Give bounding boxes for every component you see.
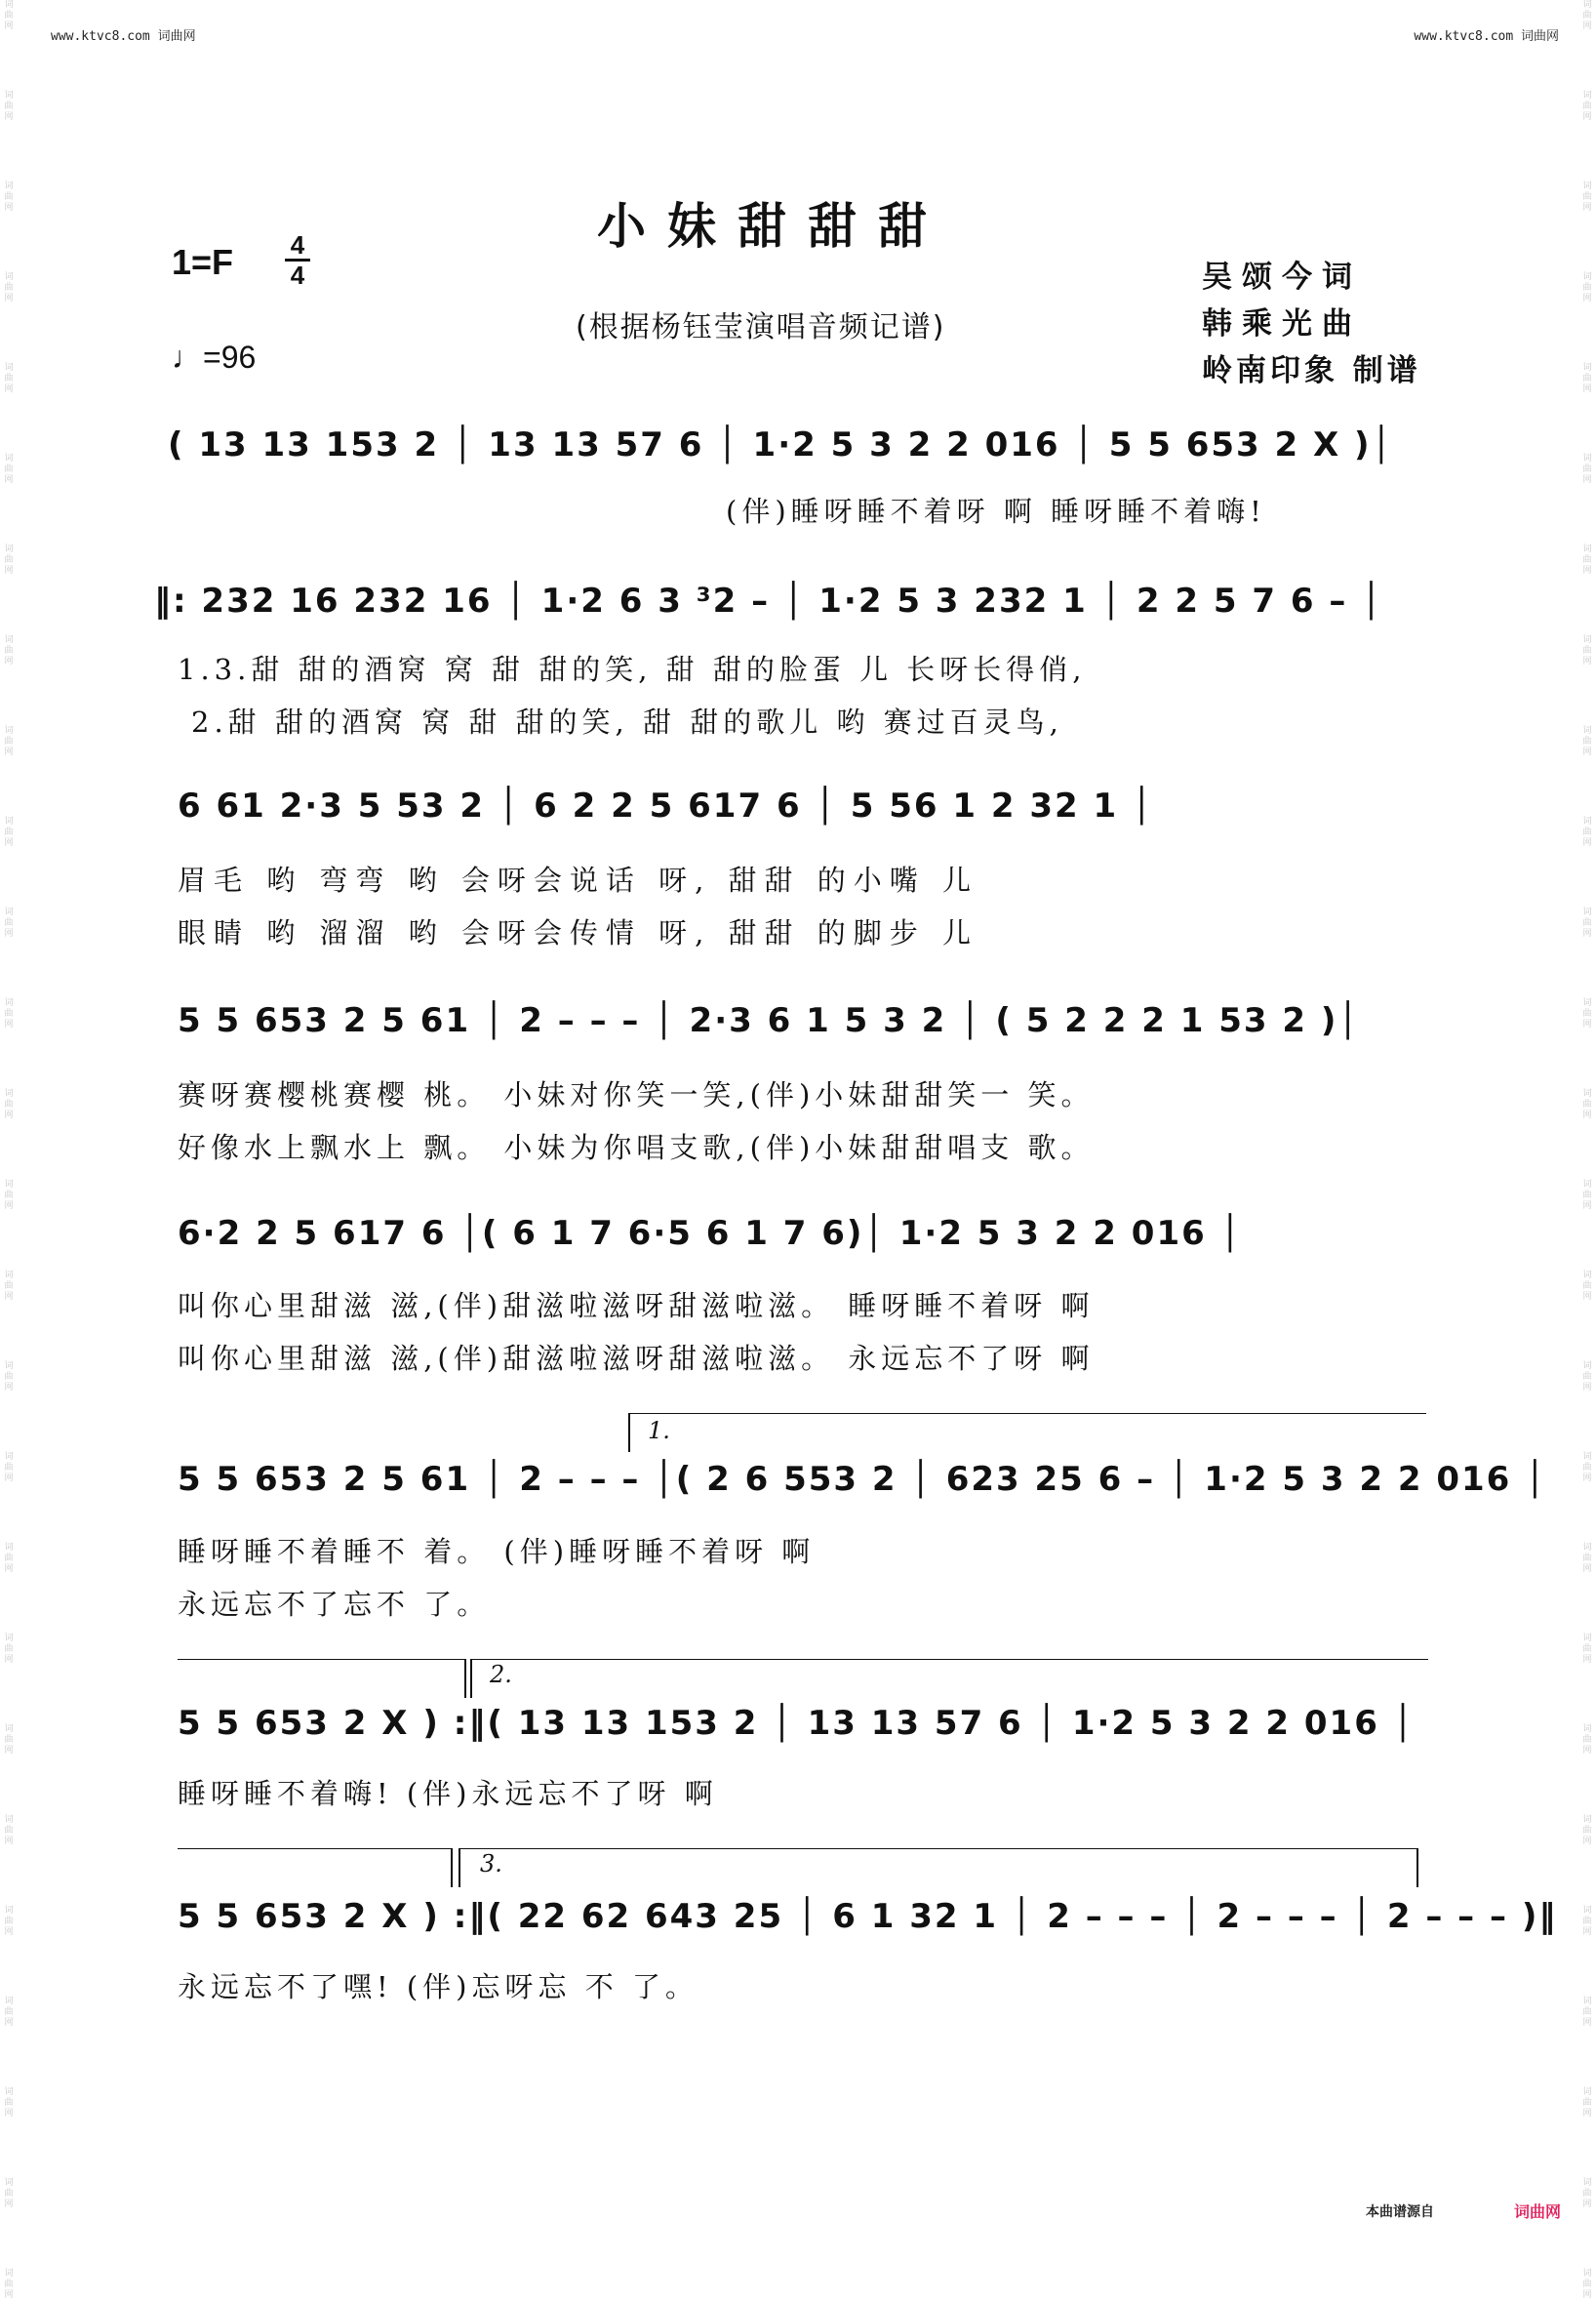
watermark-text: 词 曲 网: [4, 908, 14, 939]
volta-1-label: 1.: [648, 1417, 670, 1444]
watermark-text: 词 曲 网: [4, 545, 14, 576]
watermark-text: 词 曲 网: [1582, 1543, 1592, 1574]
watermark-text: 词 曲 网: [1582, 998, 1592, 1029]
watermark-text: 词 曲 网: [1582, 454, 1592, 485]
watermark-text: 词 曲 网: [1582, 1906, 1592, 1937]
watermark-text: 词 曲 网: [1582, 1452, 1592, 1483]
watermark-text: 词 曲 网: [1582, 635, 1592, 666]
watermark-text: 词 曲 网: [4, 454, 14, 485]
volta-2-bracket-end: [451, 1848, 453, 1887]
watermark-text: 词 曲 网: [4, 1724, 14, 1756]
system-5-lyric-1: 叫你心里甜滋 滋,(伴)甜滋啦滋呀甜滋啦滋。 睡呀睡不着呀 啊: [178, 1289, 1095, 1322]
footer-source-label: 本曲谱源自: [1366, 2204, 1434, 2220]
system-2-lyric-2: 2.甜 甜的酒窝 窝 甜 甜的笑, 甜 甜的歌儿 哟 赛过百灵鸟,: [191, 706, 1063, 739]
system-3-lyric-2: 眼睛 哟 溜溜 哟 会呀会传情 呀, 甜甜 的脚步 儿: [178, 916, 978, 949]
system-3-lyric-1: 眉毛 哟 弯弯 哟 会呀会说话 呀, 甜甜 的小嘴 儿: [178, 864, 978, 897]
footer-source-site[interactable]: 词曲网: [1514, 2202, 1562, 2221]
system-4-notes: 5 5 653 2 5 61 │ 2 – – – │ 2·3 6 1 5 3 2 │ ( 5 2 2 2 1 53 2 )│: [178, 1001, 1360, 1040]
system-8-lyric-1: 永远忘不了嘿! (伴)忘呀忘 不 了。: [178, 1970, 698, 2003]
volta-1-bracket: [628, 1413, 1426, 1414]
watermark-text: 词 曲 网: [4, 1180, 14, 1211]
watermark-text: 词 曲 网: [4, 726, 14, 757]
watermark-text: 词 曲 网: [4, 635, 14, 666]
watermark-text: 词 曲 网: [4, 1815, 14, 1846]
system-4-lyric-2: 好像水上飘水上 飘。 小妹为你唱支歌,(伴)小妹甜甜唱支 歌。: [178, 1131, 1095, 1164]
volta-3-bracket: [459, 1848, 1418, 1849]
watermark-text: 词 曲 网: [4, 1271, 14, 1302]
watermark-text: 词 曲 网: [4, 1634, 14, 1665]
time-signature-top: 4: [290, 230, 305, 260]
system-1-notes: ( 13 13 153 2 │ 13 13 57 6 │ 1·2 5 3 2 2 016 │ 5 5 653 2 X )│: [168, 425, 1394, 464]
system-6-lyric-1: 睡呀睡不着睡不 着。 (伴)睡呀睡不着呀 啊: [178, 1535, 816, 1568]
watermark-text: 词 曲 网: [1582, 1815, 1592, 1846]
watermark-text: 词 曲 网: [1582, 1271, 1592, 1302]
watermark-text: 词 曲 网: [4, 182, 14, 213]
watermark-text: 词 曲 网: [1582, 2087, 1592, 2119]
watermark-text: 词 曲 网: [4, 363, 14, 394]
watermark-text: 词 曲 网: [1582, 2178, 1592, 2209]
system-5-lyric-2: 叫你心里甜滋 滋,(伴)甜滋啦滋呀甜滋啦滋。 永远忘不了呀 啊: [178, 1342, 1095, 1375]
watermark-text: 词 曲 网: [1582, 1634, 1592, 1665]
watermark-text: 词 曲 网: [1582, 363, 1592, 394]
watermark-text: 词 曲 网: [4, 998, 14, 1029]
watermark-text: 词 曲 网: [1582, 1361, 1592, 1393]
watermark-text: 词 曲 网: [1582, 1724, 1592, 1756]
volta-3-label: 3.: [480, 1850, 502, 1877]
system-2-notes: ‖: 232 16 232 16 │ 1·2 6 3 ³2 – │ 1·2 5 3 232 1 │ 2 2 5 7 6 – │: [154, 582, 1383, 621]
volta-3-bracket-start: [459, 1848, 460, 1887]
volta-1-bracket-start: [628, 1413, 630, 1452]
composer-credit: 韩乘光曲: [1202, 306, 1362, 342]
watermark-text: 词 曲 网: [1582, 2269, 1592, 2300]
watermark-text: 词 曲 网: [1582, 91, 1592, 122]
volta-1-continuation: [178, 1659, 466, 1660]
watermark-text: 词 曲 网: [4, 817, 14, 848]
watermark-text: 词 曲 网: [4, 1906, 14, 1937]
system-8-notes: 5 5 653 2 X ) :‖( 22 62 643 25 │ 6 1 32 1 │ 2 – – – │ 2 – – – │ 2 – – – )‖: [178, 1897, 1558, 1936]
system-5-notes: 6·2 2 5 617 6 │( 6 1 7 6·5 6 1 7 6)│ 1·2 5 3 2 2 016 │: [178, 1214, 1243, 1253]
subtitle: (根据杨钰莹演唱音频记谱): [576, 310, 946, 344]
watermark-text: 词 曲 网: [4, 1089, 14, 1120]
key-signature: 1=F: [172, 242, 234, 282]
system-3-notes: 6 61 2·3 5 53 2 │ 6 2 2 5 617 6 │ 5 56 1 2 32 1 │: [178, 787, 1154, 826]
watermark-text: 词 曲 网: [1582, 545, 1592, 576]
transcriber-credit: 岭南印象 制谱: [1202, 353, 1421, 388]
time-signature-bottom: 4: [290, 261, 305, 290]
watermark-text: 词 曲 网: [4, 91, 14, 122]
watermark-text: 词 曲 网: [1582, 1180, 1592, 1211]
watermark-text: 词 曲 网: [4, 1997, 14, 2028]
watermark-text: 词 曲 网: [4, 2178, 14, 2209]
watermark-text: 词 曲 网: [4, 0, 14, 31]
left-watermark-strip: [2, 0, 16, 2300]
song-title: 小妹甜甜甜: [597, 197, 948, 255]
watermark-text: 词 曲 网: [1582, 0, 1592, 31]
watermark-text: 词 曲 网: [4, 2269, 14, 2300]
tempo-marking: ♩=96: [172, 340, 257, 375]
watermark-text: 词 曲 网: [4, 1361, 14, 1393]
system-4-lyric-1: 赛呀赛樱桃赛樱 桃。 小妹对你笑一笑,(伴)小妹甜甜笑一 笑。: [178, 1078, 1095, 1111]
site-header-right[interactable]: www.ktvc8.com 词曲网: [1414, 29, 1559, 44]
volta-3-bracket-end: [1416, 1848, 1418, 1887]
lyricist-credit: 吴颂今词: [1202, 260, 1362, 295]
volta-2-bracket-start: [470, 1659, 472, 1698]
watermark-text: 词 曲 网: [4, 1452, 14, 1483]
watermark-text: 词 曲 网: [1582, 1997, 1592, 2028]
watermark-text: 词 曲 网: [1582, 182, 1592, 213]
watermark-text: 词 曲 网: [4, 1543, 14, 1574]
right-watermark-strip: [1580, 0, 1594, 2300]
system-2-lyric-1: 1.3.甜 甜的酒窝 窝 甜 甜的笑, 甜 甜的脸蛋 儿 长呀长得俏,: [178, 653, 1087, 686]
system-6-lyric-2: 永远忘不了忘不 了。: [178, 1588, 491, 1621]
time-signature: [285, 232, 310, 288]
watermark-text: 词 曲 网: [1582, 817, 1592, 848]
volta-2-label: 2.: [490, 1661, 512, 1688]
watermark-text: 词 曲 网: [4, 272, 14, 303]
watermark-text: 词 曲 网: [1582, 908, 1592, 939]
system-7-notes: 5 5 653 2 X ) :‖( 13 13 153 2 │ 13 13 57 6 │ 1·2 5 3 2 2 016 │: [178, 1704, 1416, 1743]
system-7-lyric-1: 睡呀睡不着嗨! (伴)永远忘不了呀 啊: [178, 1777, 718, 1810]
watermark-text: 词 曲 网: [1582, 272, 1592, 303]
volta-2-continuation: [178, 1848, 453, 1849]
watermark-text: 词 曲 网: [1582, 1089, 1592, 1120]
watermark-text: 词 曲 网: [4, 2087, 14, 2119]
watermark-text: 词 曲 网: [1582, 726, 1592, 757]
volta-1-bracket-end: [464, 1659, 466, 1698]
system-1-lyric-1: (伴)睡呀睡不着呀 啊 睡呀睡不着嗨!: [726, 495, 1266, 528]
site-header-left[interactable]: www.ktvc8.com 词曲网: [51, 29, 196, 44]
volta-2-bracket: [470, 1659, 1428, 1660]
system-6-notes: 5 5 653 2 5 61 │ 2 – – – │( 2 6 553 2 │ 623 25 6 – │ 1·2 5 3 2 2 016 │: [178, 1460, 1547, 1499]
